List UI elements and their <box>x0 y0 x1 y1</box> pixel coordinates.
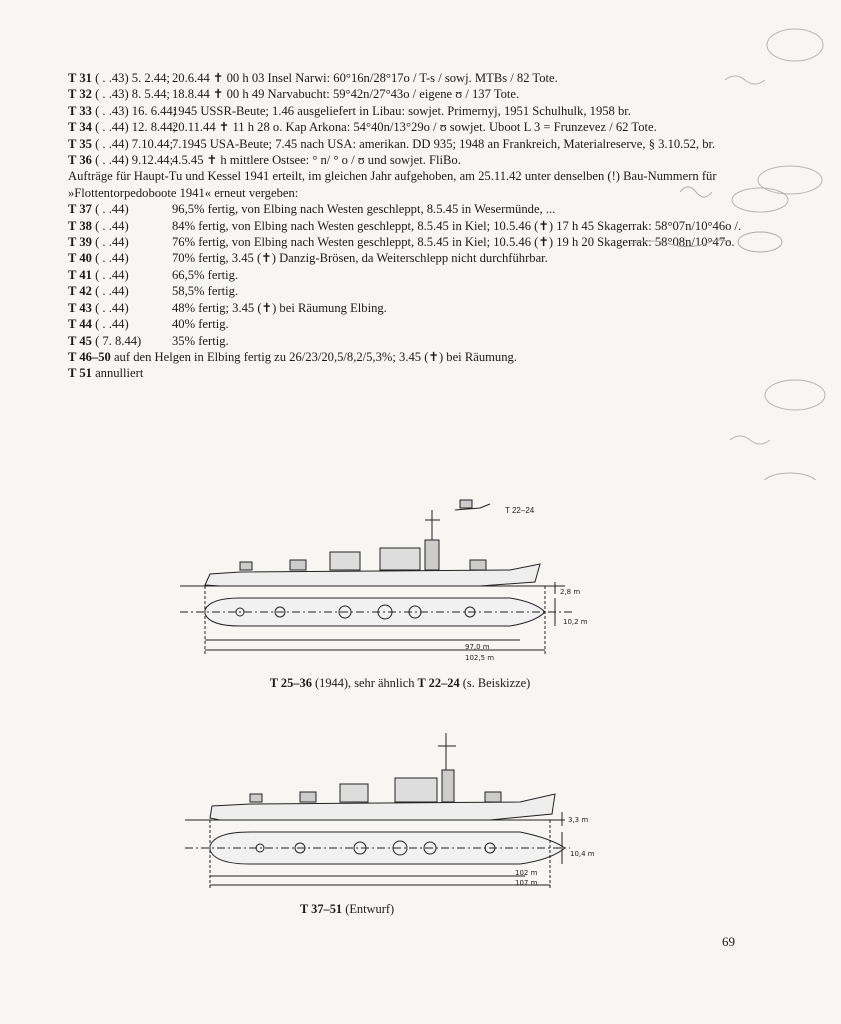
entry-tag <box>68 333 172 349</box>
ship-drawing-t25-36 <box>180 490 580 670</box>
contract-paragraph: Aufträge für Haupt-Tu und Kessel 1941 erteilt, im gleichen Jahr aufgehoben, am 25.11.42 unter denselben (!) Bau-Nummern für »Flottentorpedoboote 1941« erneut vergeben: <box>68 169 717 200</box>
entry-text: 4.5.45 ✝ h mittlere Ostsee: ° n/ ° o / ʊ und sowjet. FliBo. <box>172 153 461 168</box>
page-number: 69 <box>722 934 735 949</box>
entry-date: ( . .44) 7.10.44; <box>95 136 174 151</box>
entry-row <box>68 119 748 135</box>
figure2-caption <box>300 902 500 917</box>
entry-tag <box>68 234 172 250</box>
entry-text: 18.8.44 ✝ 00 h 49 Narvabucht: 59°42n/27°43o / eigene ʊ / 137 Tote. <box>172 87 520 102</box>
entry-text: 58,5% fertig. <box>172 284 239 299</box>
caption1-bold2: T 22–24 <box>417 676 460 690</box>
fig1-dim-wl: 97,0 m <box>465 643 490 651</box>
entry-row <box>68 136 748 152</box>
caption1-end: (s. Beiskizze) <box>459 676 531 690</box>
entry-id: T 43 <box>68 300 92 315</box>
fig1-dim-height: 2,8 m <box>560 588 581 596</box>
entry-text: auf den Helgen in Elbing fertig zu 26/23/20,5/8,2/5,3%; 3.45 (✝) bei Räumung. <box>113 349 517 364</box>
entry-tag <box>68 136 172 152</box>
caption2-bold: T 37–51 <box>300 902 343 916</box>
entry-date: ( 7. 8.44) <box>95 333 142 348</box>
entry-row <box>68 300 748 316</box>
entry-row <box>68 103 748 119</box>
ship-drawing-t37-51 <box>180 728 570 908</box>
entry-date: ( . .44) <box>95 202 129 217</box>
entry-date: ( . .44) <box>95 235 129 250</box>
entry-tag <box>68 152 172 168</box>
entry-row <box>68 316 748 332</box>
entry-tag <box>68 316 172 332</box>
entry-t51 <box>68 365 748 381</box>
entry-id: T 36 <box>68 153 92 168</box>
entry-tag <box>68 201 172 217</box>
entry-text: annulliert <box>95 366 144 381</box>
entry-tag <box>68 70 172 86</box>
entry-text: 66,5% fertig. <box>172 267 239 282</box>
entry-date: ( . .44) <box>95 317 129 332</box>
entry-date: ( . .44) <box>95 251 129 266</box>
entry-tag <box>68 283 172 299</box>
entry-id: T 33 <box>68 103 92 118</box>
entry-row <box>68 333 748 349</box>
pencil-marks-center <box>610 180 810 270</box>
entry-id: T 31 <box>68 71 92 85</box>
entry-row <box>68 283 748 299</box>
entry-text: 76% fertig, von Elbing nach Westen geschleppt, 8.5.45 in Kiel; 10.5.46 (✝) 19 h 20 Skagerrak: 58°08n/10°47o. <box>172 235 735 250</box>
entry-tag <box>68 300 172 316</box>
entry-date: ( . .44) 12. 8.44; <box>95 120 177 135</box>
entry-id: T 42 <box>68 284 92 299</box>
entry-text: 20.11.44 ✝ 11 h 28 o. Kap Arkona: 54°40n/13°29o / ʊ sowjet. Uboot L 3 = Frunzevez / 62 Tote. <box>172 120 657 135</box>
entry-tag <box>68 250 172 266</box>
entry-text: 70% fertig, 3.45 (✝) Danzig-Brösen, da Weiterschlepp nicht durchführbar. <box>172 251 548 266</box>
entry-tag <box>68 119 177 135</box>
entry-id: T 32 <box>68 87 92 102</box>
entry-text: 40% fertig. <box>172 317 229 332</box>
entry-date: ( . .43) 8. 5.44; <box>95 87 170 102</box>
figure1-caption <box>200 676 600 691</box>
entry-tag <box>68 218 172 234</box>
fig1-dim-oa: 102,5 m <box>465 654 495 662</box>
entry-text: 96,5% fertig, von Elbing nach Westen geschleppt, 8.5.45 in Wesermünde, ... <box>172 202 556 217</box>
entry-id: T 46–50 <box>68 349 111 364</box>
entry-id: T 37 <box>68 202 92 217</box>
entry-date: ( . .44) <box>95 300 129 315</box>
entry-id: T 39 <box>68 235 92 250</box>
entry-date: ( . .44) <box>95 267 129 282</box>
entry-id: T 38 <box>68 218 92 233</box>
entry-text: 20.6.44 ✝ 00 h 03 Insel Narwi: 60°16n/28°17o / T-s / sowj. MTBs / 82 Tote. <box>172 71 558 85</box>
entry-row <box>68 70 748 86</box>
entry-date: ( . .44) <box>95 218 129 233</box>
fig2-dim-beam: 10,4 m <box>570 850 595 858</box>
caption2-end: (Entwurf) <box>342 902 395 916</box>
entry-id: T 34 <box>68 120 92 135</box>
fig2-dim-wl: 102 m <box>515 869 538 877</box>
entry-tag <box>68 267 172 283</box>
caption1-bold1: T 25–36 <box>269 676 312 690</box>
entry-id: T 45 <box>68 333 92 348</box>
entry-row <box>68 152 748 168</box>
entry-tag <box>68 86 172 102</box>
caption1-mid: (1944), sehr ähnlich <box>311 676 418 690</box>
entry-row <box>68 86 748 102</box>
entry-date: ( . .44) <box>95 284 129 299</box>
fig1-label: T 22–24 <box>505 506 535 515</box>
entry-id: T 44 <box>68 317 92 332</box>
entry-date: ( . .43) 16. 6.44; <box>95 103 177 118</box>
entry-tag <box>68 103 177 119</box>
entry-text: 48% fertig; 3.45 (✝) bei Räumung Elbing. <box>172 300 387 315</box>
entry-t46-50 <box>68 349 748 365</box>
entry-id: T 41 <box>68 267 92 282</box>
entry-text: 35% fertig. <box>172 333 229 348</box>
fig2-dim-oa: 107 m <box>515 879 538 887</box>
fig2-dim-height: 3,3 m <box>568 816 589 824</box>
entry-id: T 40 <box>68 251 92 266</box>
entry-text: 84% fertig, von Elbing nach Westen geschleppt, 8.5.45 in Kiel; 10.5.46 (✝) 17 h 45 Skagerrak: 58°07n/10°46o /. <box>172 218 742 233</box>
entry-date: ( . .44) 9.12.44; <box>95 153 174 168</box>
entry-id: T 35 <box>68 136 92 151</box>
fig1-dim-beam: 10,2 m <box>563 618 588 626</box>
entry-text: 7.1945 USA-Beute; 7.45 nach USA: amerikan. DD 935; 1948 an Frankreich, Materialreserve, § 3.10.52, br. <box>172 136 716 151</box>
entry-date: ( . .43) 5. 2.44; <box>95 71 170 85</box>
entry-text: 1945 USSR-Beute; 1.46 ausgeliefert in Libau: sowjet. Primernyj, 1951 Schulhulk, 1958 br. <box>172 103 631 118</box>
entry-id: T 51 <box>68 366 92 381</box>
